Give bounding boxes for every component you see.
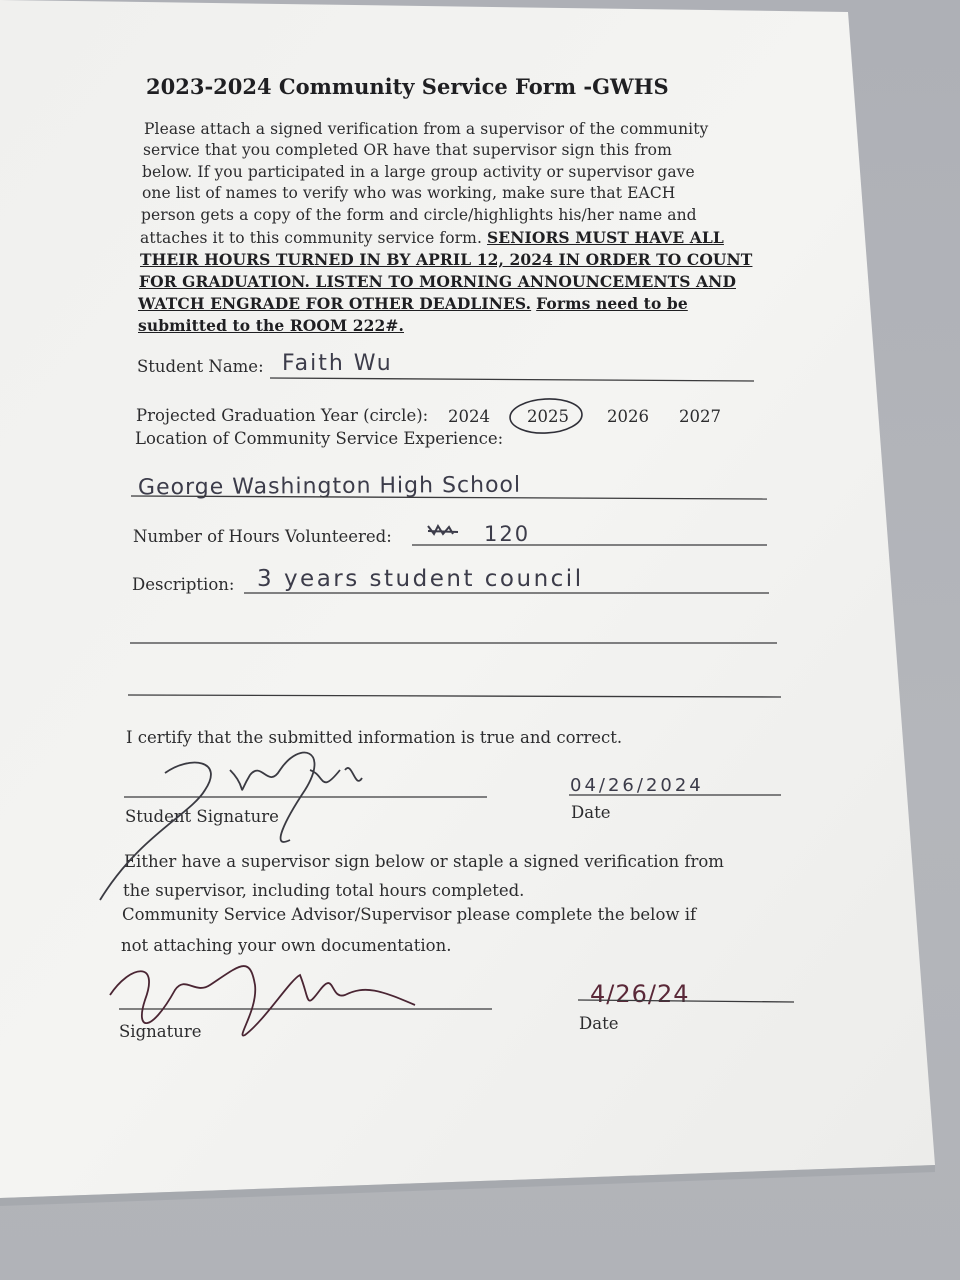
supervisor-signature-label: Signature <box>119 1022 202 1041</box>
instruction-emphasis: Forms need to be <box>536 294 688 313</box>
hours-field[interactable]: 120 <box>484 522 531 546</box>
location-field[interactable]: George Washington High School <box>137 472 522 501</box>
supervisor-instruction: the supervisor, including total hours completed. <box>123 881 525 900</box>
instruction-text: person gets a copy of the form and circle/highlights his/her name and <box>141 206 697 224</box>
supervisor-instruction: Community Service Advisor/Supervisor please complete the below if <box>122 905 697 924</box>
certify-statement: I certify that the submitted information is true and correct. <box>126 728 623 747</box>
instruction-text: attaches it to this community service form. <box>140 229 488 247</box>
grad-year-option[interactable]: 2027 <box>679 407 721 426</box>
student-date-label: Date <box>571 803 611 822</box>
instruction-line <box>141 206 697 224</box>
instruction-line <box>143 141 672 159</box>
supervisor-instruction: not attaching your own documentation. <box>121 936 452 955</box>
instruction-line <box>142 163 695 181</box>
supervisor-date-label: Date <box>579 1014 619 1033</box>
instruction-line <box>140 228 724 247</box>
instruction-emphasis: submitted to the ROOM 222#. <box>138 316 404 335</box>
hours-label: Number of Hours Volunteered: <box>133 527 392 546</box>
description-label: Description: <box>132 575 235 594</box>
instruction-emphasis: FOR GRADUATION. LISTEN TO MORNING ANNOUNCEMENTS AND <box>139 272 736 291</box>
grad-year-option[interactable]: 2024 <box>448 407 490 426</box>
instruction-text: Please attach a signed verification from a supervisor of the community <box>144 120 709 138</box>
instruction-emphasis: SENIORS MUST HAVE ALL <box>487 228 724 247</box>
instruction-line <box>139 272 736 291</box>
location-label: Location of Community Service Experience: <box>135 429 504 448</box>
student-name-label: Student Name: <box>137 357 264 376</box>
instruction-text: service that you completed OR have that supervisor sign this from <box>143 141 672 159</box>
student-name-field[interactable]: Faith Wu <box>282 351 393 376</box>
instruction-emphasis: THEIR HOURS TURNED IN BY APRIL 12, 2024 IN ORDER TO COUNT <box>140 250 753 269</box>
supervisor-date-field[interactable]: 4/26/24 <box>590 980 690 1008</box>
form-title: 2023-2024 Community Service Form -GWHS <box>146 74 669 99</box>
student-signature-label: Student Signature <box>125 807 279 826</box>
grad-year-option[interactable]: 2026 <box>607 407 649 426</box>
instruction-line <box>138 294 688 313</box>
instruction-line <box>144 120 708 138</box>
supervisor-instruction: Either have a supervisor sign below or staple a signed verification from <box>124 852 724 871</box>
student-date-field[interactable]: 04/26/2024 <box>570 775 704 796</box>
instruction-emphasis: WATCH ENGRADE FOR OTHER DEADLINES. <box>138 294 532 313</box>
grad-year-option[interactable]: 2025 <box>527 407 569 426</box>
grad-year-label: Projected Graduation Year (circle): <box>136 406 429 425</box>
description-field[interactable]: 3 years student council <box>257 566 584 592</box>
instruction-line <box>142 184 675 202</box>
instruction-line <box>138 316 404 335</box>
instruction-text: one list of names to verify who was working, make sure that EACH <box>142 184 676 202</box>
instruction-line <box>140 250 752 269</box>
instruction-text: below. If you participated in a large group activity or supervisor gave <box>142 163 695 181</box>
